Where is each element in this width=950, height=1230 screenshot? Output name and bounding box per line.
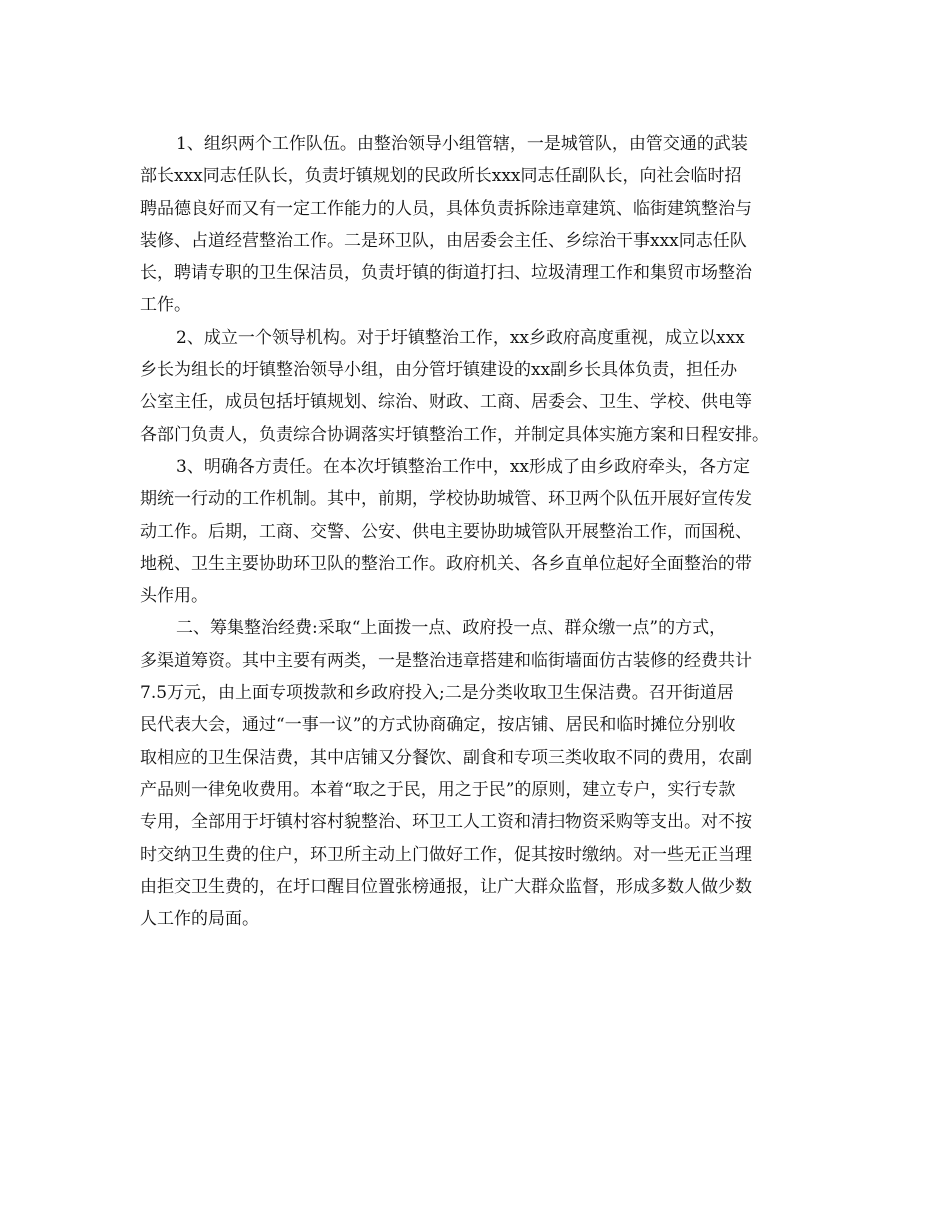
- document-body: [140, 128, 822, 935]
- text-line: 3、明确各方责任。在本次圩镇整治工作中，xx形成了由乡政府牵头，各方定: [176, 456, 750, 477]
- text-line: 工作。: [140, 295, 191, 316]
- text-line: 时交纳卫生费的住户，环卫所主动上门做好工作，促其按时缴纳。对一些无正当理: [140, 844, 752, 865]
- paragraph-leadership-body: [140, 322, 822, 451]
- text-line: 7.5万元，由上面专项拨款和乡政府投入;二是分类收取卫生保洁费。召开街道居: [140, 683, 734, 704]
- text-line: 聘品德良好而又有一定工作能力的人员，具体负责拆除违章建筑、临街建筑整治与: [140, 198, 752, 219]
- text-line: 多渠道筹资。其中主要有两类，一是整治违章搭建和临街墙面仿古装修的经费共计: [140, 650, 752, 671]
- text-line: 取相应的卫生保洁费，其中店铺又分餐饮、副食和专项三类收取不同的费用，农副: [140, 747, 752, 768]
- text-line: 各部门负责人，负责综合协调落实圩镇整治工作，并制定具体实施方案和日程安排。: [140, 424, 769, 445]
- text-line: 2、成立一个领导机构。对于圩镇整治工作，xx乡政府高度重视，成立以xxx: [176, 327, 745, 348]
- text-line: 公室主任，成员包括圩镇规划、综治、财政、工商、居委会、卫生、学校、供电等: [140, 392, 752, 413]
- text-line: 乡长为组长的圩镇整治领导小组，由分管圩镇建设的xx副乡长具体负责，担任办: [140, 360, 738, 381]
- text-line: 1、组织两个工作队伍。由整治领导小组管辖，一是城管队，由管交通的武装: [176, 134, 748, 154]
- text-line: 长，聘请专职的卫生保洁员，负责圩镇的街道打扫、垃圾清理工作和集贸市场整治: [140, 263, 752, 284]
- text-line: 头作用。: [140, 586, 208, 607]
- text-line: 专用，全部用于圩镇村容村貌整治、环卫工人工资和清扫物资采购等支出。对不按: [140, 812, 752, 833]
- text-line: 产品则一律免收费用。本着“取之于民，用之于民”的原则，建立专户，实行专款: [140, 779, 736, 800]
- text-line: 二、筹集整治经费:采取“上面拨一点、政府投一点、群众缴一点”的方式，: [176, 618, 727, 639]
- paragraph-work-teams: [140, 128, 822, 322]
- text-line: 期统一行动的工作机制。其中，前期，学校协助城管、环卫两个队伍开展好宣传发: [140, 489, 752, 510]
- text-line: 民代表大会，通过“一事一议”的方式协商确定，按店铺、居民和临时摊位分别收: [140, 715, 736, 736]
- text-line: 装修、占道经营整治工作。二是环卫队，由居委会主任、乡综治干事xxx同志任队: [140, 230, 747, 251]
- paragraph-funding: [140, 612, 822, 935]
- text-line: 人工作的局面。: [140, 909, 259, 930]
- text-line: 由拒交卫生费的，在圩口醒目位置张榜通报，让广大群众监督，形成多数人做少数: [140, 876, 752, 897]
- text-line: 部长xxx同志任队长，负责圩镇规划的民政所长xxx同志任副队长，向社会临时招: [140, 166, 742, 187]
- text-line: 地税、卫生主要协助环卫队的整治工作。政府机关、各乡直单位起好全面整治的带: [140, 553, 752, 574]
- text-line: 动工作。后期，工商、交警、公安、供电主要协助城管队开展整治工作，而国税、: [140, 521, 752, 542]
- paragraph-responsibilities: [140, 451, 822, 612]
